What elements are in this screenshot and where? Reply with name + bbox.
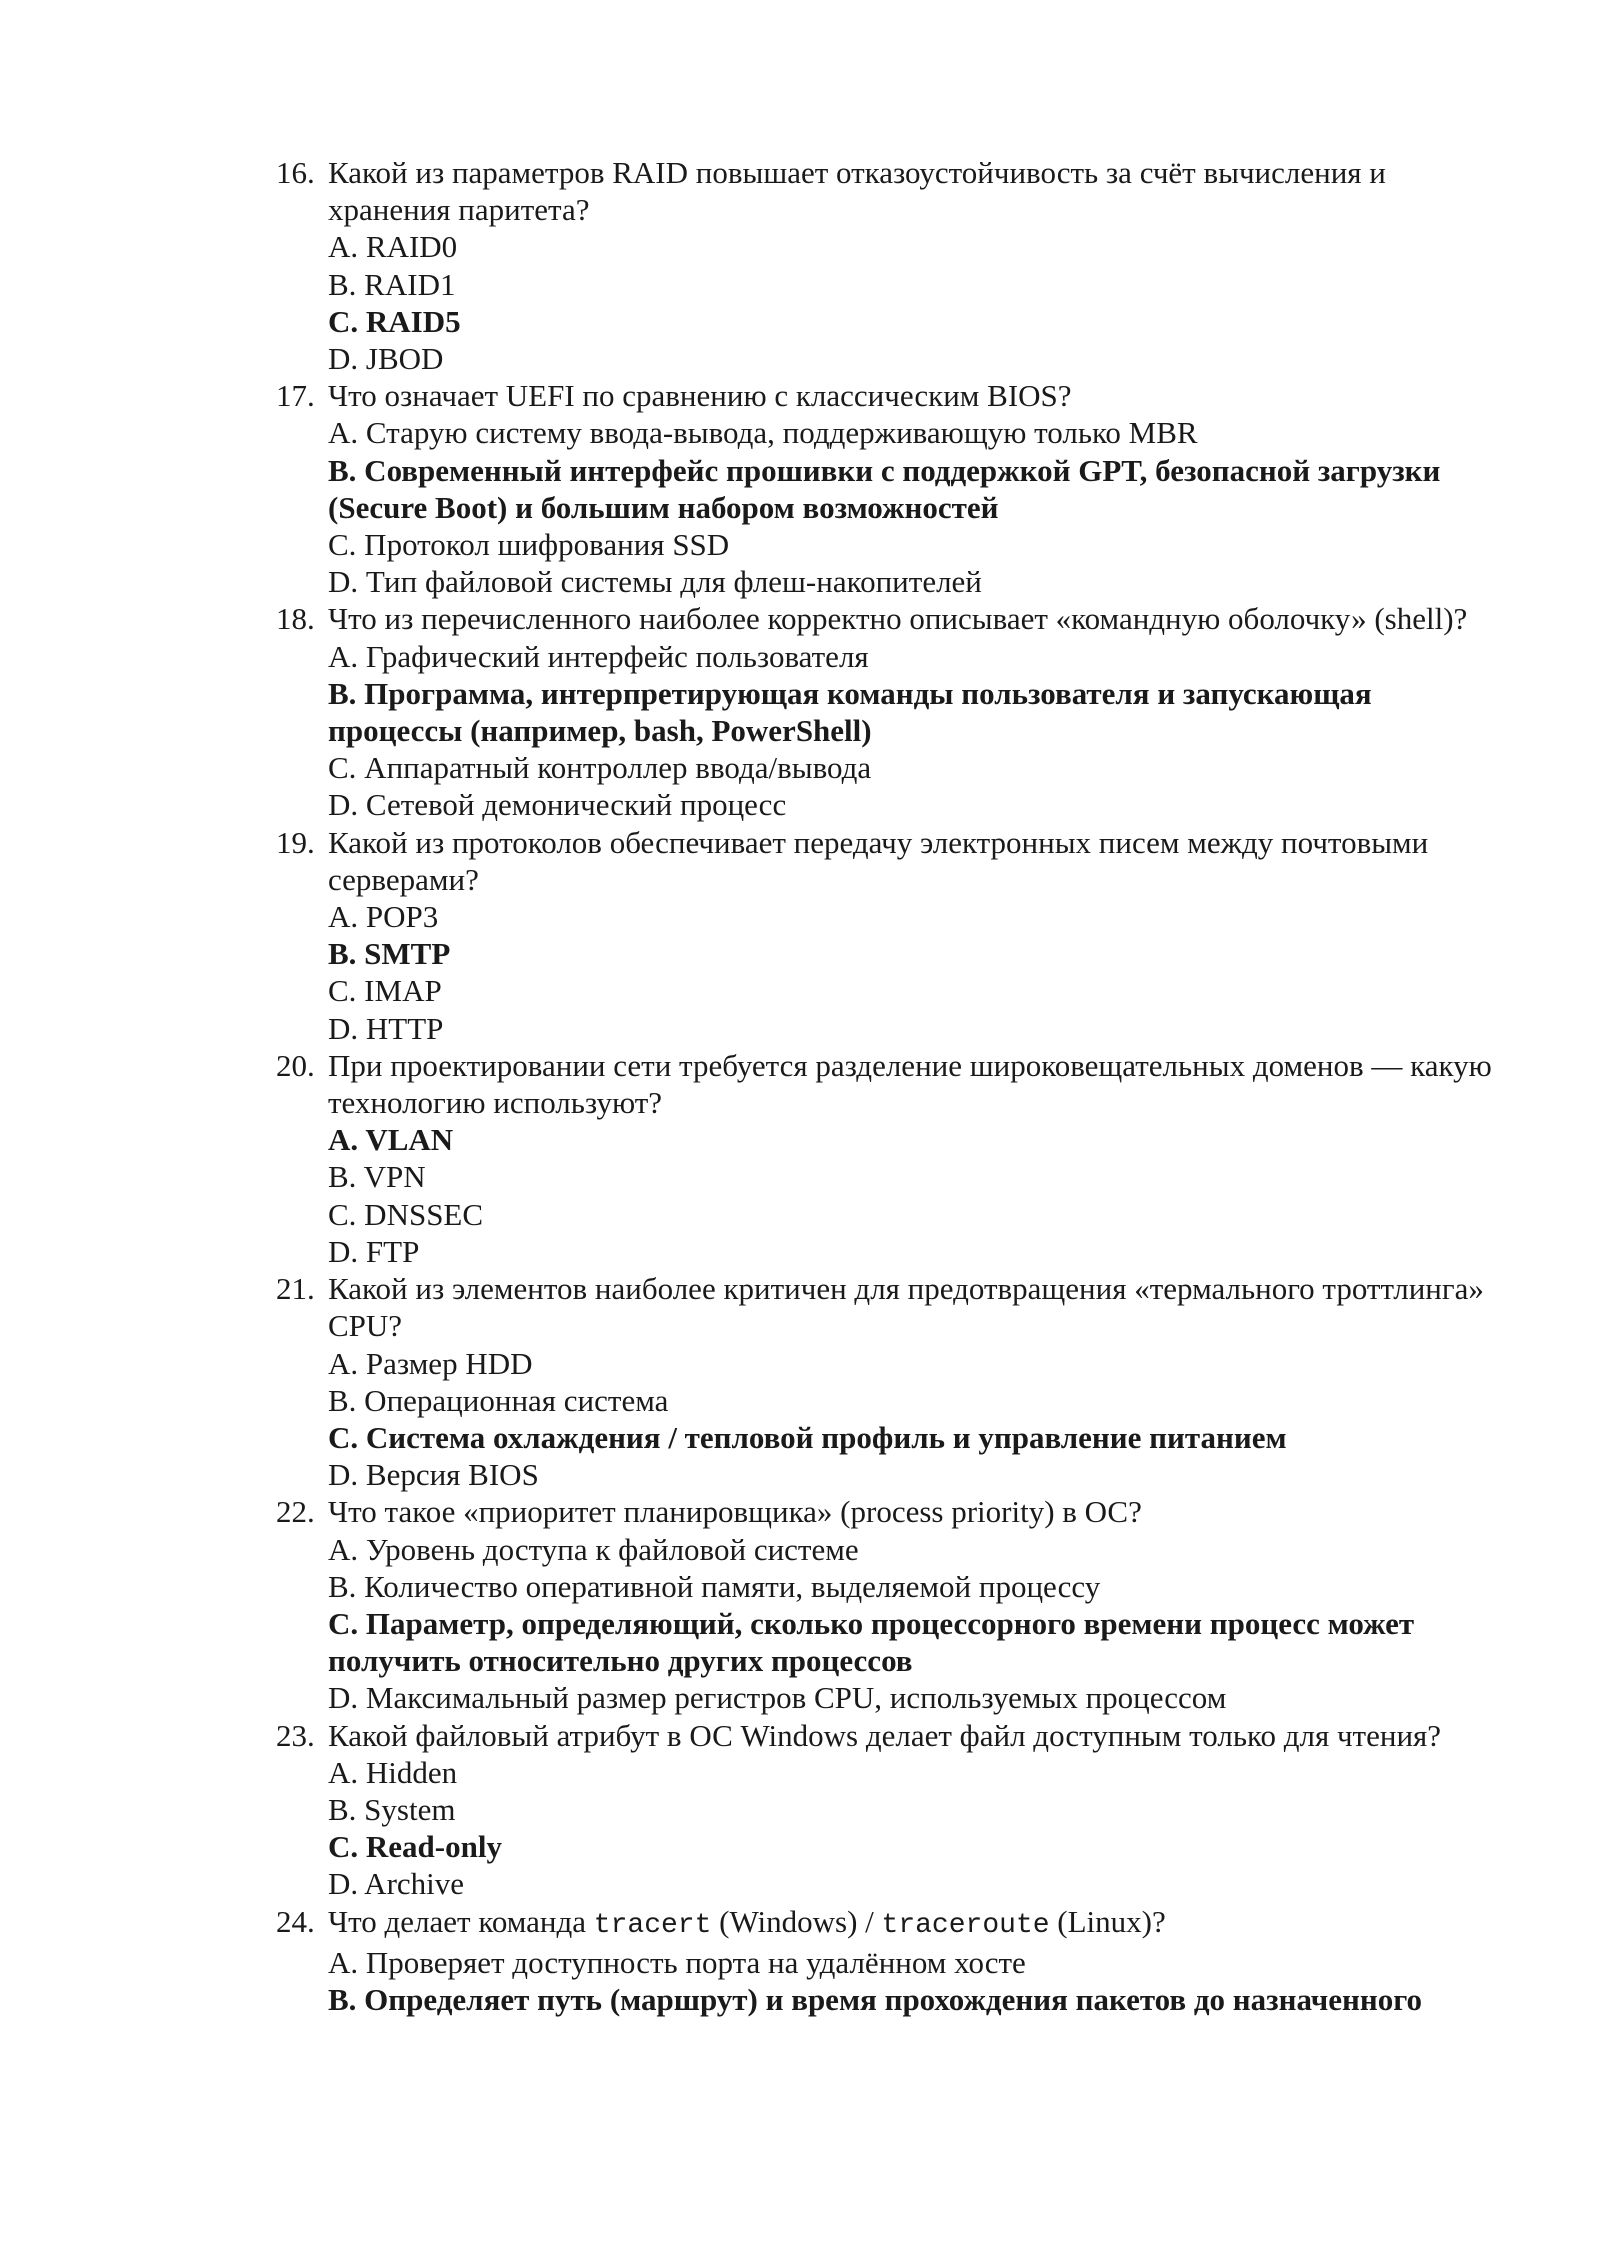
answer-option: A. POP3 — [328, 899, 439, 935]
correct-answer-option: B. Современный интерфейс прошивки с поддержкой GPT, безопасной загрузки (Secure Boot) и большим набором возможностей — [328, 452, 1441, 525]
answer-option: C. IMAP — [328, 973, 442, 1009]
answer-option: D. Archive — [328, 1866, 465, 1902]
correct-answer-option: C. RAID5 — [328, 303, 461, 339]
answer-option: B. RAID1 — [328, 266, 456, 302]
question-17 — [276, 377, 1506, 600]
answer-options — [328, 638, 1506, 824]
answer-option: B. Количество оперативной памяти, выделяемой процессу — [328, 1568, 1101, 1604]
answer-options — [328, 1754, 1506, 1903]
question-21 — [276, 1270, 1506, 1493]
answer-option: D. Максимальный размер регистров CPU, используемых процессом — [328, 1680, 1227, 1716]
correct-answer-option: B. Программа, интерпретирующая команды пользователя и запускающая процессы (например, bash, PowerShell) — [328, 675, 1372, 749]
answer-options — [328, 1944, 1506, 2018]
answer-option: B. Операционная система — [328, 1382, 669, 1418]
question-number: 19. — [276, 824, 315, 860]
question-list — [276, 154, 1506, 2018]
answer-option: C. Аппаратный контроллер ввода/вывода — [328, 750, 872, 786]
answer-option: B. VPN — [328, 1159, 426, 1195]
correct-answer-option: C. Система охлаждения / тепловой профиль и управление питанием — [328, 1419, 1287, 1455]
question-text: При проектировании сети требуется разделение широковещательных доменов — какую технологию используют? — [328, 1047, 1492, 1121]
correct-answer-option: C. Параметр, определяющий, сколько процессорного времени процесс может получить относительно других процессов — [328, 1605, 1415, 1679]
question-text: Какой файловый атрибут в ОС Windows делает файл доступным только для чтения? — [328, 1717, 1442, 1753]
answer-option: A. Старую систему ввода-вывода, поддерживающую только MBR — [328, 415, 1198, 451]
question-text: Что означает UEFI по сравнению с классическим BIOS? — [328, 378, 1072, 414]
answer-option: C. Протокол шифрования SSD — [328, 527, 730, 563]
question-text-part: (Windows) / — [711, 1903, 882, 1939]
command-traceroute: traceroute — [881, 1909, 1050, 1941]
answer-option: A. Hidden — [328, 1754, 458, 1790]
answer-option: A. Размер HDD — [328, 1345, 533, 1381]
question-22 — [276, 1493, 1506, 1716]
answer-option: D. Тип файловой системы для флеш-накопителей — [328, 564, 982, 600]
question-16 — [276, 154, 1506, 377]
answer-option: D. Сетевой демонический процесс — [328, 787, 787, 823]
question-24 — [276, 1903, 1506, 2019]
question-text: Какой из протоколов обеспечивает передачу электронных писем между почтовыми серверами? — [328, 824, 1429, 897]
answer-options — [328, 1345, 1506, 1494]
question-number: 21. — [276, 1271, 315, 1307]
question-number: 16. — [276, 155, 315, 190]
correct-answer-option: C. Read-only — [328, 1829, 502, 1865]
answer-options — [328, 898, 1506, 1047]
question-text: Какой из параметров RAID повышает отказоустойчивость за счёт вычисления и хранения паритета? — [328, 155, 1386, 228]
answer-option: A. Уровень доступа к файловой системе — [328, 1531, 859, 1567]
question-number: 24. — [276, 1903, 315, 1939]
correct-answer-option: B. SMTP — [328, 936, 451, 972]
answer-option: A. RAID0 — [328, 229, 458, 265]
correct-answer-option: B. Определяет путь (маршрут) и время прохождения пакетов до назначенного — [328, 1981, 1423, 2017]
answer-option: D. Версия BIOS — [328, 1457, 539, 1493]
correct-answer-option: A. VLAN — [328, 1122, 454, 1158]
question-number: 22. — [276, 1494, 315, 1530]
answer-options — [328, 414, 1506, 600]
question-18 — [276, 600, 1506, 823]
question-number: 20. — [276, 1047, 315, 1083]
answer-option: B. System — [328, 1791, 456, 1827]
question-19 — [276, 824, 1506, 1047]
question-number: 17. — [276, 378, 315, 414]
answer-options — [328, 1531, 1506, 1717]
answer-option: A. Графический интерфейс пользователя — [328, 638, 869, 674]
answer-option: D. JBOD — [328, 341, 444, 377]
question-text-part: (Linux)? — [1049, 1903, 1166, 1939]
question-20 — [276, 1047, 1506, 1270]
answer-option: D. FTP — [328, 1233, 420, 1269]
command-tracert: tracert — [593, 1909, 712, 1941]
question-text: Какой из элементов наиболее критичен для предотвращения «термального троттлинга» CPU? — [328, 1271, 1484, 1344]
answer-options — [328, 228, 1506, 377]
question-number: 23. — [276, 1717, 315, 1753]
question-text: Что такое «приоритет планировщика» (process priority) в ОС? — [328, 1494, 1142, 1530]
question-text-part: Что делает команда — [328, 1903, 594, 1939]
question-text: Что из перечисленного наиболее корректно описывает «командную оболочку» (shell)? — [328, 601, 1468, 637]
answer-option: A. Проверяет доступность порта на удалённом хосте — [328, 1944, 1026, 1980]
question-number: 18. — [276, 601, 315, 637]
question-23 — [276, 1717, 1506, 1903]
question-text — [328, 1903, 1506, 1944]
answer-option: C. DNSSEC — [328, 1196, 484, 1232]
answer-option: D. HTTP — [328, 1010, 444, 1046]
answer-options — [328, 1121, 1506, 1270]
